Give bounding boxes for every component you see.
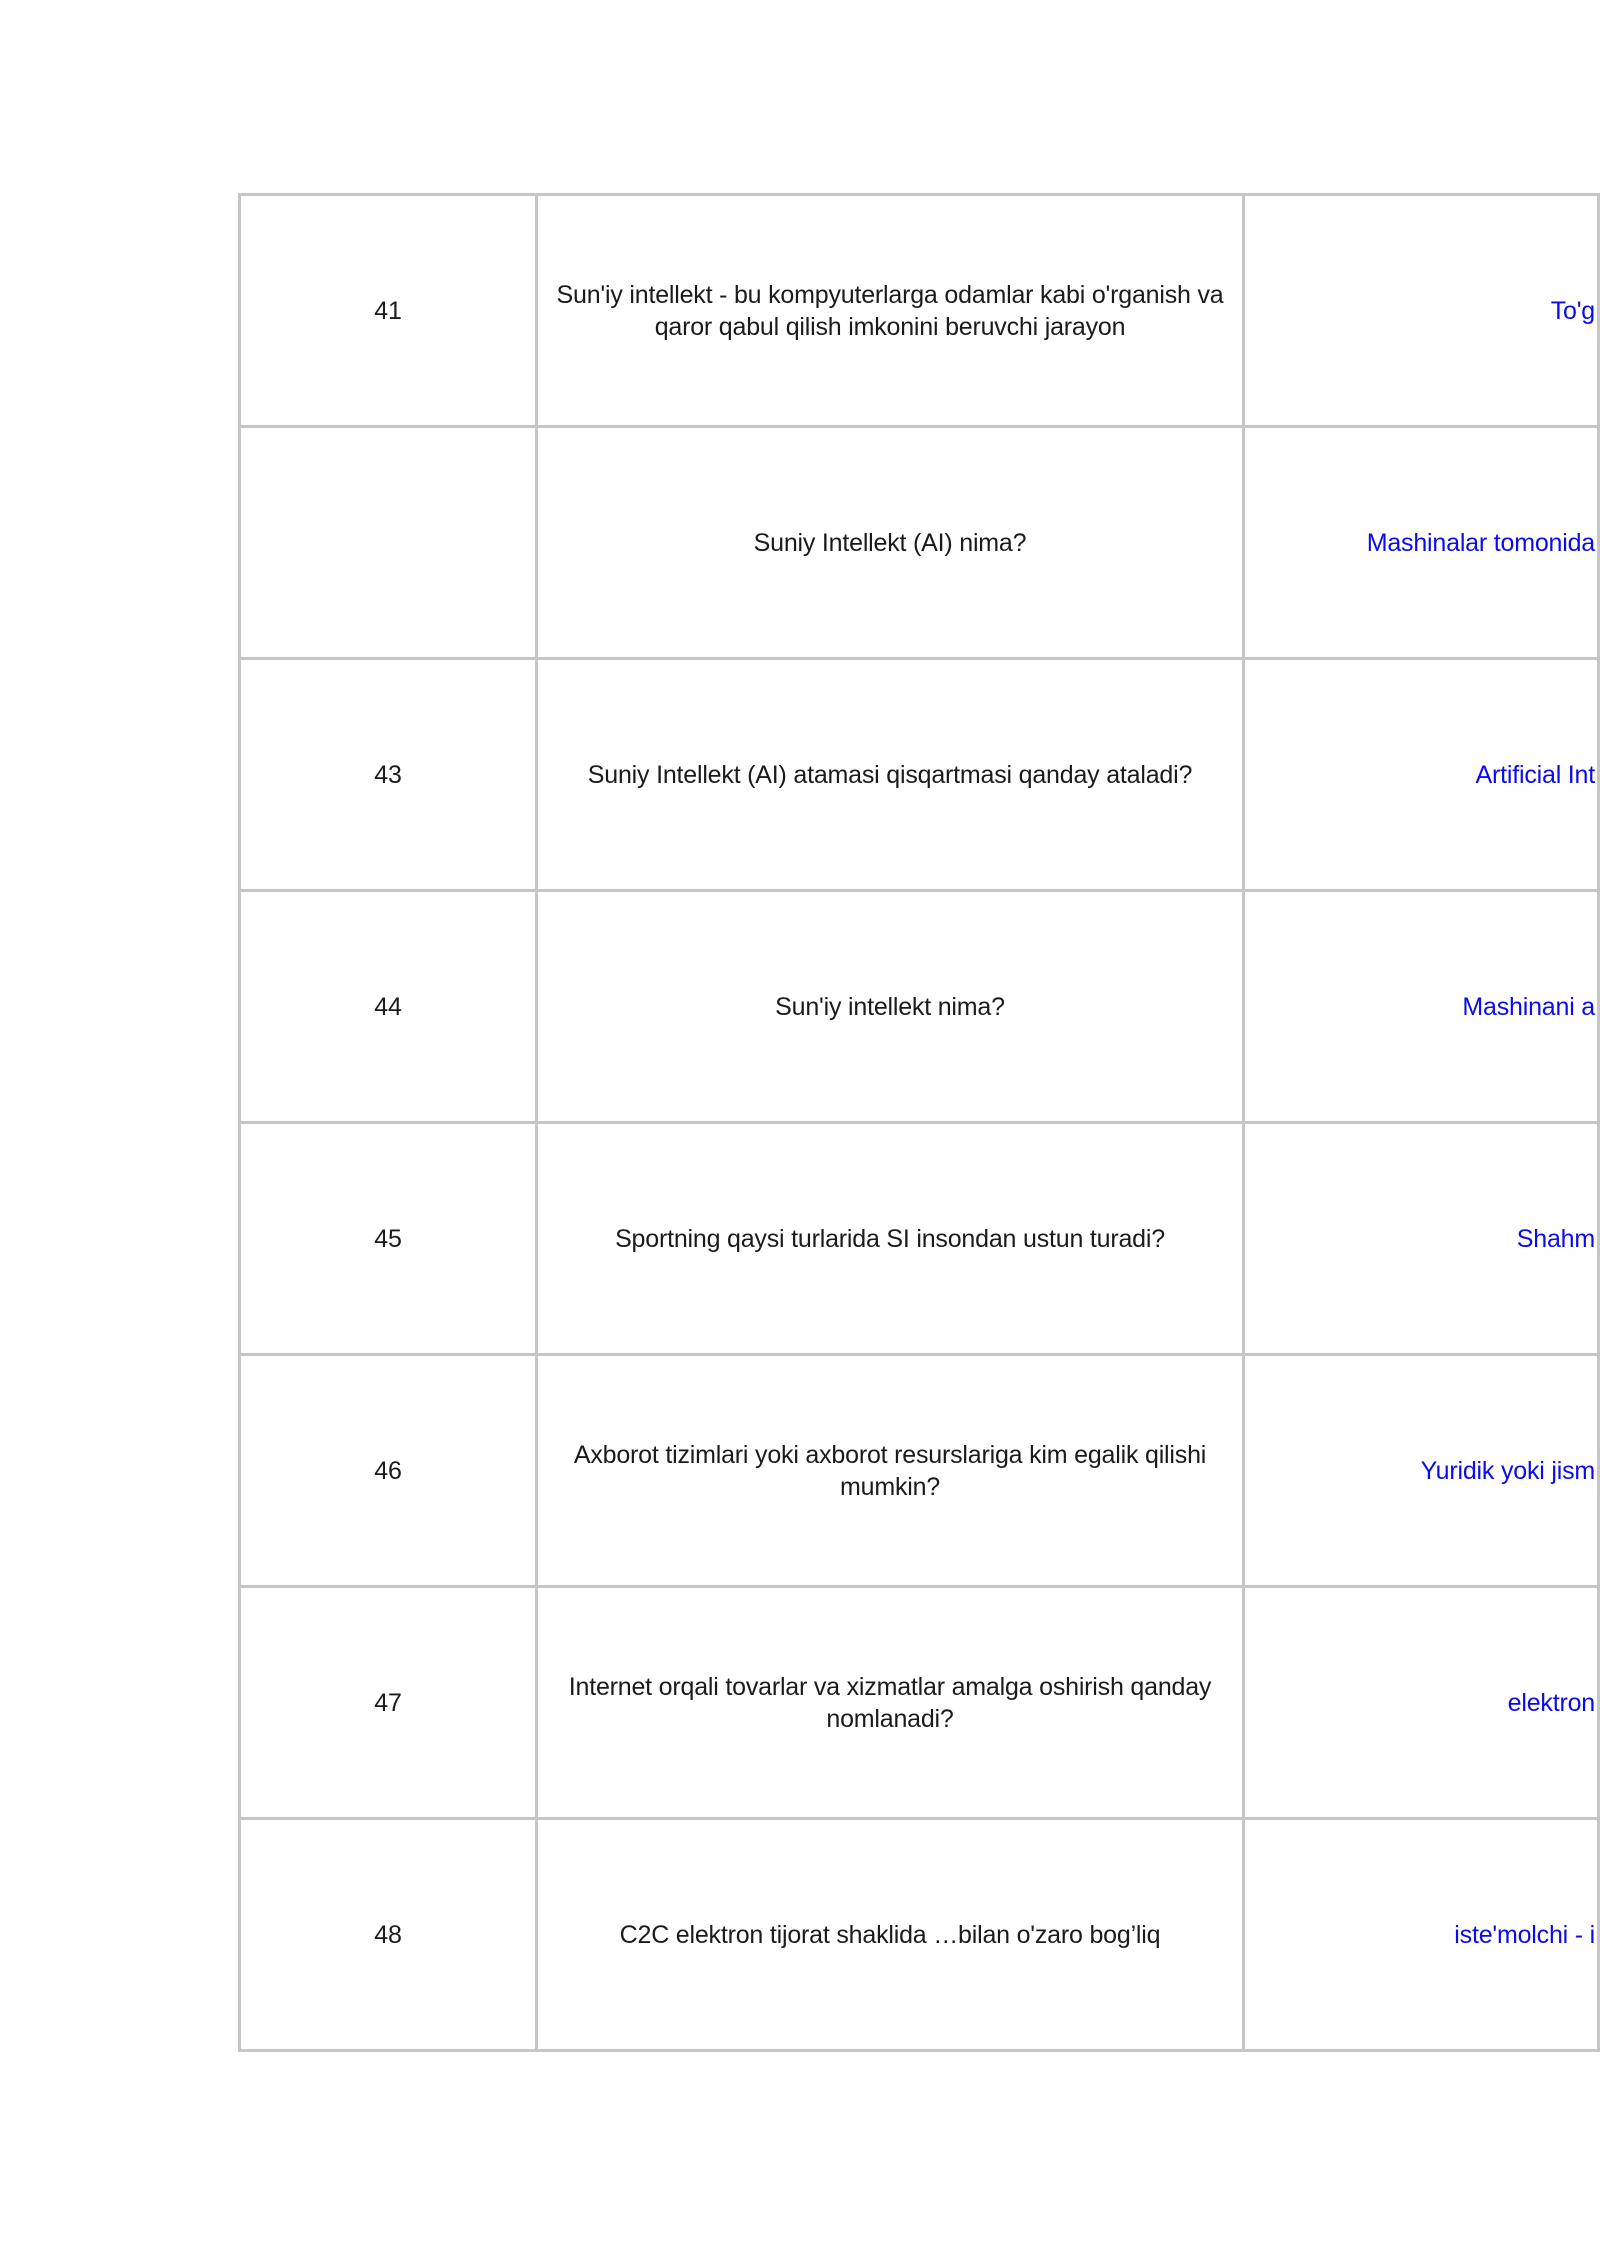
answer-text: elektron bbox=[1507, 1688, 1595, 1717]
answer-text: Yuridik yoki jism bbox=[1420, 1456, 1595, 1485]
table-row bbox=[240, 891, 1599, 1123]
row-number-cell: 45 bbox=[240, 1123, 537, 1355]
answer-text: Mashinani a bbox=[1462, 992, 1595, 1021]
answer-cell bbox=[1244, 1355, 1599, 1587]
question-cell: Sun'iy intellekt - bu kompyuterlarga odamlar kabi o'rganish va qaror qabul qilish imkonini beruvchi jarayon bbox=[537, 195, 1244, 427]
row-number-cell: 47 bbox=[240, 1587, 537, 1819]
question-cell: C2C elektron tijorat shaklida …bilan o'zaro bog’liq bbox=[537, 1819, 1244, 2051]
table-row bbox=[240, 1819, 1599, 2051]
answer-cell bbox=[1244, 1819, 1599, 2051]
question-cell: Suniy Intellekt (AI) atamasi qisqartmasi qanday ataladi? bbox=[537, 659, 1244, 891]
answer-text: Shahm bbox=[1516, 1224, 1595, 1253]
question-cell: Suniy Intellekt (AI) nima? bbox=[537, 427, 1244, 659]
table-row bbox=[240, 659, 1599, 891]
answer-cell bbox=[1244, 195, 1599, 427]
answer-text: Artificial Int bbox=[1475, 760, 1595, 789]
table-row bbox=[240, 427, 1599, 659]
row-number-cell: 41 bbox=[240, 195, 537, 427]
answer-text: iste'molchi - i bbox=[1454, 1920, 1595, 1949]
table-row bbox=[240, 1355, 1599, 1587]
answer-cell bbox=[1244, 1587, 1599, 1819]
quiz-table bbox=[238, 193, 1600, 2052]
row-number-cell: 44 bbox=[240, 891, 537, 1123]
row-number-cell: 43 bbox=[240, 659, 537, 891]
table-row bbox=[240, 195, 1599, 427]
question-cell: Sun'iy intellekt nima? bbox=[537, 891, 1244, 1123]
question-cell: Sportning qaysi turlarida SI insondan ustun turadi? bbox=[537, 1123, 1244, 1355]
row-number-cell bbox=[240, 427, 537, 659]
answer-cell bbox=[1244, 659, 1599, 891]
answer-cell bbox=[1244, 891, 1599, 1123]
answer-text: To'g bbox=[1550, 296, 1595, 325]
table-row bbox=[240, 1587, 1599, 1819]
answer-text: Mashinalar tomonida bbox=[1366, 528, 1595, 557]
row-number-cell: 48 bbox=[240, 1819, 537, 2051]
question-cell: Internet orqali tovarlar va xizmatlar amalga oshirish qanday nomlanadi? bbox=[537, 1587, 1244, 1819]
question-cell: Axborot tizimlari yoki axborot resurslariga kim egalik qilishi mumkin? bbox=[537, 1355, 1244, 1587]
table-row bbox=[240, 1123, 1599, 1355]
answer-cell bbox=[1244, 1123, 1599, 1355]
answer-cell bbox=[1244, 427, 1599, 659]
row-number-cell: 46 bbox=[240, 1355, 537, 1587]
